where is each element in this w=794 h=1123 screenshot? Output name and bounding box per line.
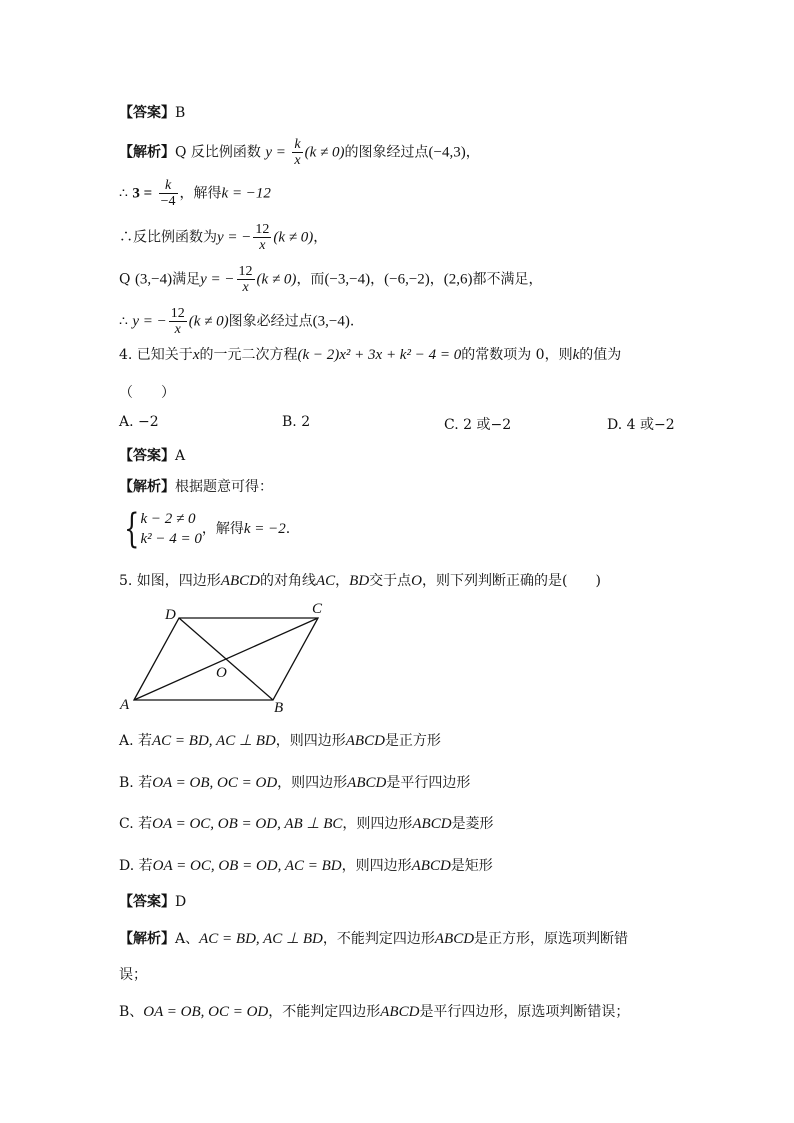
left-brace-icon: { (124, 506, 140, 552)
analysis-tag: 【解析】 (119, 479, 175, 495)
fraction-12-over-x (169, 306, 187, 337)
text: 都不满足， (472, 271, 543, 288)
fraction-12-over-x (237, 264, 255, 295)
label-o: O (216, 665, 227, 681)
answer-tag: 【答案】 (119, 894, 175, 910)
equation: k − 2 ≠ 0 (140, 511, 196, 527)
text: ， (335, 573, 350, 589)
parallelogram-figure (115, 598, 355, 718)
text: 根据题意可得： (175, 479, 273, 495)
point: (3,−4) (312, 313, 350, 330)
text: 是正方形 (384, 733, 441, 749)
math: OA = OC, OB = OD, AC = BD (152, 858, 342, 874)
answer-value: D (175, 894, 187, 910)
denominator: x (294, 153, 301, 168)
label-d: D (165, 607, 176, 623)
text: ，则四边形 (342, 816, 413, 832)
diagonal-bd (179, 618, 273, 700)
text: ，而 (296, 271, 325, 288)
text: 是矩形 (450, 858, 493, 874)
text: ∴反比例函数为 (119, 229, 217, 246)
text: Q 反比例函数 (175, 144, 261, 161)
answer-blank: （ ） (119, 385, 175, 401)
text: 的一元二次方程 (199, 347, 298, 363)
math: AC = BD, AC ⊥ BD (152, 733, 276, 749)
option-text: D. 4 或−2 (607, 417, 675, 433)
text: 满足 (172, 271, 201, 288)
text: . (285, 521, 291, 537)
text: 5. 如图，四边形 (119, 573, 221, 589)
answer-tag: 【答案】 (119, 105, 175, 121)
math: ABCD (412, 816, 452, 832)
math: k (572, 347, 580, 363)
text: ，则四边形 (341, 858, 412, 874)
math: (k ≠ 0) (273, 229, 314, 246)
text: ，则四边形 (275, 733, 346, 749)
q4-analysis-system (119, 506, 291, 552)
denominator: x (174, 322, 181, 337)
q3-analysis-line-3 (119, 222, 327, 253)
label-c: C (312, 601, 323, 617)
point: (2,6) (443, 271, 473, 288)
text: D. 若 (119, 858, 153, 874)
text: 图象必经过点 (228, 313, 313, 330)
text: 的常数项为 0，则 (461, 347, 573, 363)
q5-analysis-line-3 (119, 1002, 629, 1022)
text: 是菱形 (451, 816, 494, 832)
math: y = (265, 144, 286, 161)
q5-answer-line (119, 892, 186, 912)
text: ，则下列判断正确的是( ) (422, 573, 601, 589)
fraction-12-over-x (253, 222, 271, 253)
text: B、 (119, 1004, 144, 1020)
text: ，解得 (201, 521, 244, 537)
point: (−3,−4) (324, 271, 371, 288)
text: ， (313, 229, 328, 246)
denominator: x (259, 238, 266, 253)
text: 误； (119, 967, 147, 983)
math: (k ≠ 0) (304, 144, 345, 161)
text: ，则四边形 (277, 775, 348, 791)
text: A. 若 (119, 733, 153, 749)
math: OA = OB, OC = OD (143, 1004, 269, 1020)
option-text: A. −2 (119, 414, 159, 430)
text: C. 若 (119, 816, 153, 832)
text: ，不能判定四边形 (322, 931, 435, 947)
q4-option-d[interactable] (607, 414, 675, 434)
text: 是正方形，原选项判断错 (474, 931, 629, 947)
q5-option-d[interactable] (119, 856, 493, 876)
analysis-tag: 【解析】 (119, 931, 175, 947)
option-text: C. 2 或−2 (444, 417, 512, 433)
text: 交于点 (369, 573, 412, 589)
math: OA = OB, OC = OD (152, 775, 278, 791)
text: 的对角线 (259, 573, 316, 589)
math: y = − (132, 313, 167, 330)
text: ，不能判定四边形 (268, 1004, 381, 1020)
fraction-k-over-x (292, 137, 302, 168)
denominator: x (242, 280, 249, 295)
math: ABCD (347, 775, 387, 791)
q4-option-c[interactable] (444, 414, 511, 434)
numerator: 12 (238, 264, 253, 279)
text: ， (465, 144, 480, 161)
q4-option-b[interactable] (282, 414, 310, 430)
q5-option-c[interactable] (119, 814, 494, 834)
q3-analysis-line-4 (119, 264, 543, 295)
math: ABCD (220, 573, 260, 589)
q4-stem (119, 345, 621, 365)
text: ， (429, 271, 444, 288)
answer-value: A (175, 448, 186, 464)
text: A、 (175, 931, 200, 947)
point: (−6,−2) (384, 271, 430, 288)
text: 的图象经过点 (344, 144, 429, 161)
q3-analysis-line-1 (119, 137, 480, 168)
text: 的值为 (579, 347, 622, 363)
equation: k² − 4 = 0 (140, 531, 202, 547)
math: ABCD (434, 931, 475, 947)
numerator: 12 (170, 306, 185, 321)
point: (3,−4) (134, 271, 173, 288)
text: . (349, 313, 355, 330)
math: ABCD (345, 733, 385, 749)
math: OA = OC, OB = OD, AB ⊥ BC (152, 816, 343, 832)
math: ABCD (411, 858, 451, 874)
text: ∴ (119, 185, 133, 202)
numerator: k (159, 178, 178, 194)
point: (−4,3) (428, 144, 466, 161)
math: BD (349, 573, 370, 589)
q3-analysis-line-5 (119, 306, 354, 337)
equation-system (140, 509, 201, 549)
math: y = − (200, 271, 235, 288)
q5-analysis-line-1 (119, 929, 628, 949)
q3-answer-line (119, 103, 185, 123)
math: AC (315, 573, 336, 589)
math: ABCD (380, 1004, 420, 1020)
text: 4. 已知关于 (119, 347, 193, 363)
numerator: k (294, 137, 301, 152)
math: k = −2 (243, 521, 286, 537)
answer-tag: 【答案】 (119, 448, 175, 464)
q5-option-b[interactable] (119, 773, 470, 793)
text: ∴ (119, 313, 133, 330)
math: y = − (217, 229, 252, 246)
analysis-tag: 【解析】 (119, 144, 175, 161)
q4-paren (119, 383, 175, 403)
math: k = −12 (221, 185, 271, 202)
text: 是平行四边形，原选项判断错误； (419, 1004, 630, 1020)
fraction-k-over-minus4 (159, 178, 178, 209)
label-b: B (274, 700, 284, 716)
math: (k ≠ 0) (188, 313, 229, 330)
q3-analysis-line-2 (119, 178, 271, 209)
text: B. 若 (119, 775, 153, 791)
math: AC = BD, AC ⊥ BD (199, 931, 323, 947)
math: x (192, 347, 200, 363)
math: (k ≠ 0) (256, 271, 297, 288)
q4-analysis-line-1 (119, 477, 273, 497)
q5-analysis-line-2 (119, 965, 147, 985)
q4-option-a[interactable] (119, 414, 159, 430)
option-text: B. 2 (282, 414, 311, 430)
text: Q (119, 271, 135, 288)
text: ， (370, 271, 385, 288)
text: 是平行四边形 (386, 775, 471, 791)
label-a: A (120, 697, 130, 713)
q5-stem (119, 571, 601, 591)
equation: (k − 2)x² + 3x + k² − 4 = 0 (297, 347, 462, 363)
numerator: 12 (255, 222, 270, 237)
q4-answer-line (119, 446, 185, 466)
math: O (411, 573, 422, 589)
text: ，解得 (179, 185, 222, 202)
answer-value: B (175, 105, 186, 121)
math: 3 = (132, 185, 153, 202)
denominator: −4 (160, 194, 176, 209)
q5-option-a[interactable] (119, 731, 441, 751)
